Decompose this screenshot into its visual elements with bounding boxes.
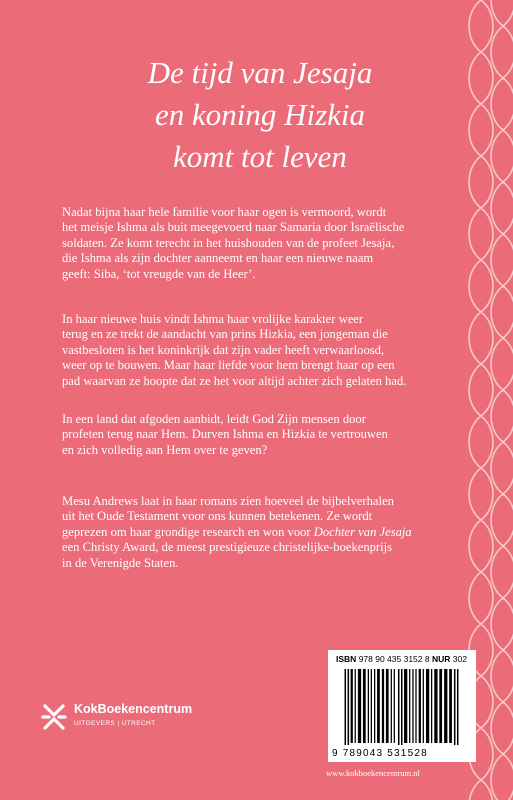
text-line [62, 525, 426, 540]
barcode-digits: 9 789043 531528 [332, 748, 428, 759]
barcode-bar [426, 669, 429, 743]
publisher-logo [40, 698, 260, 738]
text-line: vastbesloten is het koninkrijk dat zijn vader heeft verwaarloosd, [62, 342, 385, 357]
barcode-bar [444, 669, 447, 743]
text-line: uit het Oude Testament voor ons kunnen betekenen. Ze wordt [62, 509, 373, 524]
book-title: Dochter van Jesaja [313, 524, 412, 539]
barcode-panel [328, 650, 476, 762]
barcode-bar [409, 669, 410, 743]
barcode-bar [439, 669, 442, 743]
text-line: die Ishma als zijn dochter aanneemt en haar een nieuwe naam [62, 251, 374, 266]
nur-number: 302 [452, 654, 467, 664]
synopsis-paragraph-1 [62, 205, 426, 282]
barcode-bar [371, 669, 372, 743]
text-line: pad waarvan ze hoopte dat ze het voor altijd achter zich gelaten had. [62, 373, 407, 388]
nur-label: NUR [431, 654, 451, 664]
text-line: in de Verenigde Staten. [62, 555, 179, 570]
barcode-bar [348, 669, 350, 745]
text-line: In haar nieuwe huis vindt Ishma haar vrolijke karakter weer [62, 312, 364, 326]
barcode-bar [377, 669, 380, 743]
text-line: In een land dat afgoden aanbidt, leidt God Zijn mensen door [62, 412, 366, 426]
barcode-bar [431, 669, 432, 743]
barcode-bar [363, 669, 366, 743]
text-line: Nadat bijna haar hele familie voor haar ogen is vermoord, wordt [62, 205, 387, 219]
barcode-bar [454, 669, 456, 745]
barcode-bar [404, 669, 407, 743]
text-line: weer op te bouwen. Maar haar liefde voor hem brengt haar op een [62, 358, 395, 373]
text-span: geprezen om haar grondige research en won voor [62, 524, 314, 539]
barcode-bar [386, 669, 389, 743]
publisher-website: www.kokboekencentrum.nl [326, 768, 420, 778]
isbn-label: ISBN [336, 654, 357, 664]
publisher-name: KokBoekencentrum [74, 702, 193, 716]
barcode-bar [391, 669, 392, 743]
headline-line: komt tot leven [173, 139, 347, 174]
author-bio [62, 494, 426, 571]
text-line: profeten terug naar Hem. Durven Ishma en Hizkia te vertrouwen [62, 427, 388, 442]
barcode-bar [345, 669, 347, 745]
synopsis-paragraph-3 [62, 412, 426, 458]
text-line: het meisje Ishma als buit meegevoerd naar Samaria door Israëlische [62, 220, 405, 235]
barcode-bar [351, 669, 353, 743]
publisher-location: UITGEVERS | UTRECHT [74, 720, 156, 727]
barcode-bar [394, 669, 395, 743]
barcode-bar [374, 669, 375, 743]
isbn-line [336, 654, 467, 664]
barcode-bar [434, 669, 437, 743]
text-line: een Christy Award, de meest prestigieuze christelijke-boekenprijs [62, 540, 393, 555]
barcode-bar [423, 669, 424, 743]
headline-line: De tijd van Jesaja [147, 55, 373, 90]
barcode-bar [419, 669, 421, 743]
barcode-bar [412, 669, 413, 743]
text-line: terug en ze trekt de aandacht van prins Hizkia, een jongeman die [62, 327, 388, 342]
headline [80, 52, 440, 178]
text-line: en zich volledig aan Hem over te geven? [62, 442, 268, 457]
text-line: Mesu Andrews laat in haar romans zien hoeveel de bijbelverhalen [62, 494, 394, 508]
barcode-bar [382, 669, 384, 743]
barcode-bar [449, 669, 452, 743]
isbn-number: 978 90 435 3152 8 [358, 654, 430, 664]
headline-line: en koning Hizkia [154, 97, 366, 132]
barcode-bar [358, 669, 361, 743]
publisher-mark-icon [40, 700, 68, 734]
ornament-chain-right [491, 0, 513, 800]
barcode-bar [457, 669, 459, 745]
barcode-bar [415, 669, 416, 743]
synopsis-paragraph-2 [62, 312, 426, 389]
barcode [342, 669, 464, 745]
barcode-bar [368, 669, 369, 743]
barcode-bar [398, 669, 400, 745]
barcode-bar [401, 669, 403, 745]
barcode-bar [355, 669, 356, 743]
text-line: soldaten. Ze komt terecht in het huishouden van de profeet Jesaja, [62, 235, 395, 250]
text-line: geeft: Siba, ‘tot vreugde van de Heer’. [62, 266, 256, 281]
